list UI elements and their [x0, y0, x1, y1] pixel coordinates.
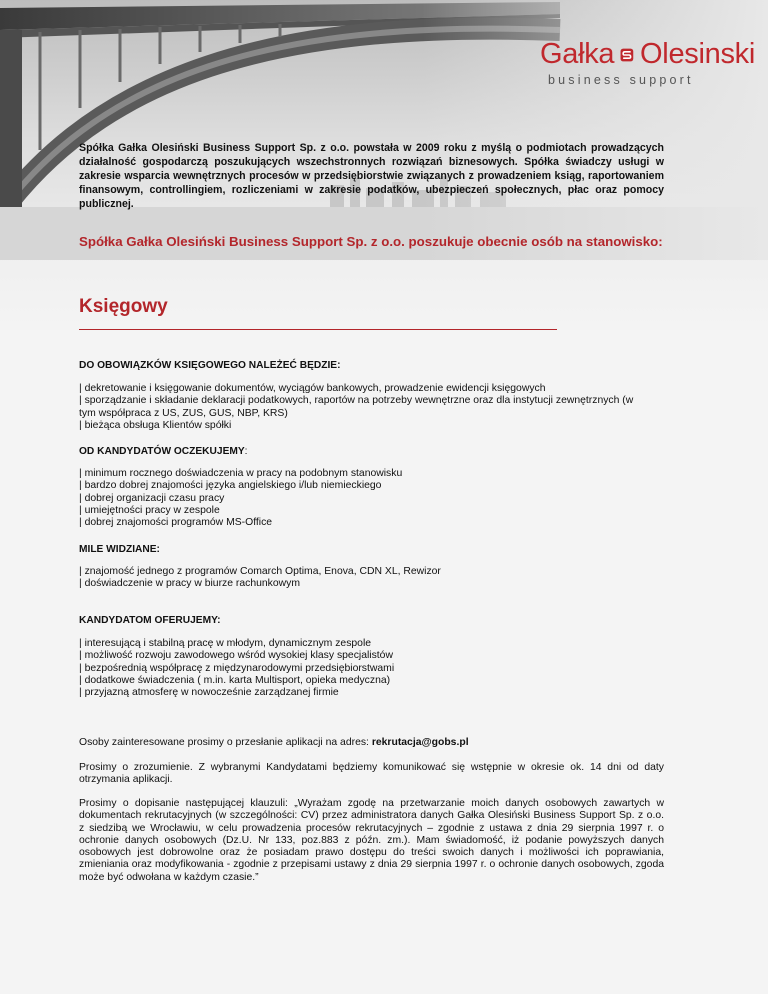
apply-text: Osoby zainteresowane prosimy o przesłanie aplikacji na adres: — [79, 737, 372, 748]
logo-emblem-icon — [620, 42, 634, 68]
offer-list — [79, 638, 639, 699]
list-item: | bezpośrednią współpracę z międzynarodowymi przedsiębiorstwami — [79, 662, 395, 674]
requirements-list — [79, 468, 639, 529]
job-title: Księgowy — [79, 296, 168, 317]
logo-tagline: business support — [548, 73, 694, 87]
list-item: | umiejętności pracy w zespole — [79, 504, 220, 516]
privacy-clause: Prosimy o dopisanie następującej klauzuli: „Wyrażam zgodę na przetwarzanie moich danych osobowych zawartych w dokumentach rekrutacyjnych (w szczególności: CV) przez administratora danych Gałka Olesiński Business Support Sp. z o.o. z siedzibą we Wrocławiu, w celu prowadzenia procesów rekrutacyjnych – zgodnie z ustawa z dnia 29 sierpnia 1997 r. o ochronie danych osobowych (Dz.U. Nr 133, poz.883 z późn. zm.). Mam świadomość, iż podanie powyższych danych osobowych jest dobrowolne oraz że posiadam prawo dostępu do treści swoich danych i możliwości ich poprawiania, zmieniania oraz modyfikowania - zgodnie z przepisami ustawy z dnia 29 sierpnia 1997 r. o ochronie danych osobowych, zgoda może być odwołana w każdym czasie.” — [79, 798, 664, 883]
position-lead: Spółka Gałka Olesiński Business Support Sp. z o.o. poszukuje obecnie osób na stanowisko: — [79, 234, 663, 249]
duties-list — [79, 383, 639, 432]
list-item: | dodatkowe świadczenia ( m.in. karta Multisport, opieka medyczna) — [79, 674, 391, 686]
list-item: | minimum rocznego doświadczenia w pracy na podobnym stanowisku — [79, 468, 403, 479]
list-item: | dobrej znajomości programów MS-Office — [79, 517, 273, 529]
title-divider — [79, 329, 557, 330]
list-item: | przyjazną atmosferę w nowocześnie zarządzanej firmie — [79, 687, 339, 699]
company-logo — [540, 40, 755, 100]
apply-email-link[interactable]: rekrutacja@gobs.pl — [371, 737, 469, 748]
list-item: | bardzo dobrej znajomości języka angielskiego i/lub niemieckiego — [79, 480, 382, 492]
company-intro: Spółka Gałka Olesiński Business Support Sp. z o.o. powstała w 2009 roku z myślą o podmiotach prowadzących działalność gospodarczą poszukujących wszechstronnych rozwiązań biznesowych. Spółka świadczy usługi w zakresie wsparcia wewnętrznych procesów w przedsiębiorstwie związanych z prowadzeniem ksiąg, raportowaniem finansowym, controllingiem, rozliczeniami w zakresie podatków, ubezpieczeń społecznych, płac oraz pomocy publicznej. — [79, 142, 664, 210]
requirements-heading-text: OD KANDYDATÓW OCZEKUJEMY — [79, 446, 245, 457]
list-item: | doświadczenie w pracy w biurze rachunkowym — [79, 578, 300, 590]
nice-to-have-heading: MILE WIDZIANE: — [79, 544, 160, 555]
requirements-heading — [79, 445, 247, 458]
list-item: | sporządzanie i składanie deklaracji podatkowych, raportów na potrzeby wewnętrzne oraz dla instytucji zewnętrznych (w tym współpraca z US, ZUS, GUS, NBP, KRS) — [79, 395, 634, 419]
list-item: | możliwość rozwoju zawodowego wśród wysokiej klasy specjalistów — [79, 650, 393, 662]
requirements-heading-colon: : — [244, 446, 248, 457]
contact-note: Prosimy o zrozumienie. Z wybranymi Kandydatami będziemy komunikować się wstępnie w okresie ok. 14 dni od daty otrzymania aplikacji. — [79, 762, 664, 786]
list-item: | interesującą i stabilną pracę w młodym, dynamicznym zespole — [79, 638, 372, 649]
duties-heading: DO OBOWIĄZKÓW KSIĘGOWEGO NALEŻEĆ BĘDZIE: — [79, 360, 341, 371]
logo-name-left: Gałka — [540, 38, 615, 70]
offer-heading: KANDYDATOM OFERUJEMY: — [79, 615, 221, 626]
nice-to-have-list — [79, 566, 639, 591]
apply-instructions — [79, 737, 664, 749]
list-item: | bieżąca obsługa Klientów spółki — [79, 419, 232, 431]
logo-name-right: Olesinski — [640, 38, 755, 70]
list-item: | znajomość jednego z programów Comarch Optima, Enova, CDN XL, Rewizor — [79, 566, 441, 577]
list-item: | dobrej organizacji czasu pracy — [79, 492, 225, 504]
list-item: | dekretowanie i księgowanie dokumentów, wyciągów bankowych, prowadzenie ewidencji księgowych — [79, 383, 546, 394]
